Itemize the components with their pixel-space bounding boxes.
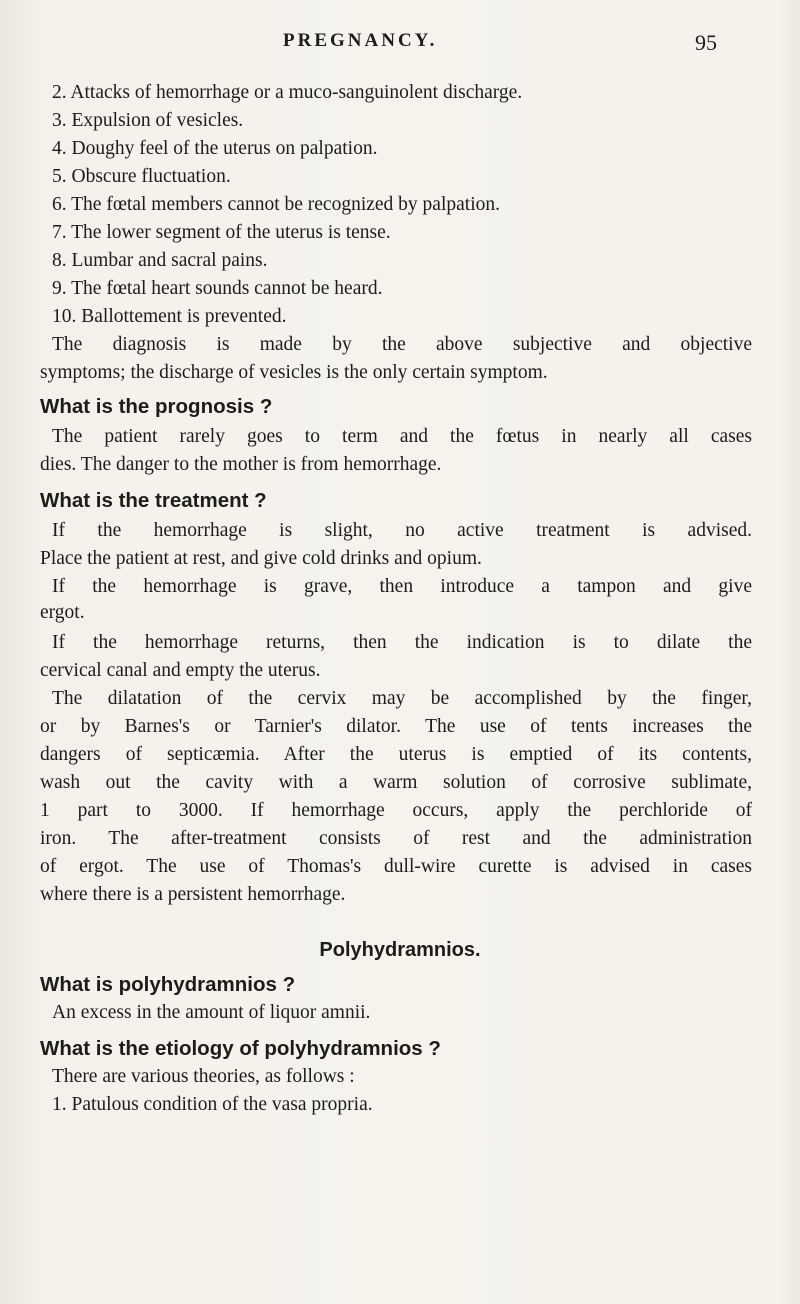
list-item: 3. Expulsion of vesicles.	[52, 110, 244, 131]
treatment-line: 1 part to 3000. If hemorrhage occurs, apply the perchloride of	[40, 800, 752, 821]
list-item: 7. The lower segment of the uterus is tense.	[52, 222, 391, 243]
list-item: 9. The fœtal heart sounds cannot be heard.	[52, 278, 383, 299]
polyhydramnios-answer: An excess in the amount of liquor amnii.	[52, 1002, 371, 1023]
treatment-line: If the hemorrhage is grave, then introduce a tampon and give	[52, 576, 752, 597]
diagnosis-line: The diagnosis is made by the above subjective and objective	[52, 334, 752, 355]
page-header	[0, 30, 800, 60]
treatment-line: iron. The after-treatment consists of rest and the administration	[40, 828, 752, 849]
treatment-line: of ergot. The use of Thomas's dull-wire curette is advised in cases	[40, 856, 752, 877]
list-item: 1. Patulous condition of the vasa propria.	[52, 1094, 373, 1115]
diagnosis-line: symptoms; the discharge of vesicles is the only certain symptom.	[40, 362, 548, 383]
list-item: 10. Ballottement is prevented.	[52, 306, 287, 327]
list-item: 8. Lumbar and sacral pains.	[52, 250, 268, 271]
list-item: 6. The fœtal members cannot be recognized by palpation.	[52, 194, 500, 215]
list-item: 4. Doughy feel of the uterus on palpation.	[52, 138, 378, 159]
treatment-line: If the hemorrhage returns, then the indication is to dilate the	[52, 632, 752, 653]
treatment-question: What is the treatment ?	[40, 489, 267, 512]
list-item: 2. Attacks of hemorrhage or a muco-sanguinolent discharge.	[52, 82, 523, 103]
treatment-line: If the hemorrhage is slight, no active treatment is advised.	[52, 520, 752, 541]
list-item: 5. Obscure fluctuation.	[52, 166, 231, 187]
treatment-line: where there is a persistent hemorrhage.	[40, 884, 346, 905]
treatment-line: ergot.	[40, 602, 85, 623]
running-head: PREGNANCY.	[283, 30, 438, 51]
page-number: 95	[695, 30, 717, 55]
treatment-line: Place the patient at rest, and give cold drinks and opium.	[40, 548, 482, 569]
section-heading: Polyhydramnios.	[319, 939, 481, 961]
polyhydramnios-question: What is polyhydramnios ?	[40, 973, 296, 996]
prognosis-question: What is the prognosis ?	[40, 395, 273, 418]
treatment-line: or by Barnes's or Tarnier's dilator. The use of tents increases the	[40, 716, 752, 737]
treatment-line: The dilatation of the cervix may be accomplished by the finger,	[52, 688, 752, 709]
prognosis-line: dies. The danger to the mother is from hemorrhage.	[40, 454, 442, 475]
treatment-line: wash out the cavity with a warm solution of corrosive sublimate,	[40, 772, 752, 793]
treatment-line: cervical canal and empty the uterus.	[40, 660, 321, 681]
prognosis-line: The patient rarely goes to term and the fœtus in nearly all cases	[52, 426, 752, 447]
etiology-intro: There are various theories, as follows :	[52, 1066, 355, 1087]
treatment-line: dangers of septicæmia. After the uterus is emptied of its contents,	[40, 744, 752, 765]
etiology-question: What is the etiology of polyhydramnios ?	[40, 1037, 441, 1060]
